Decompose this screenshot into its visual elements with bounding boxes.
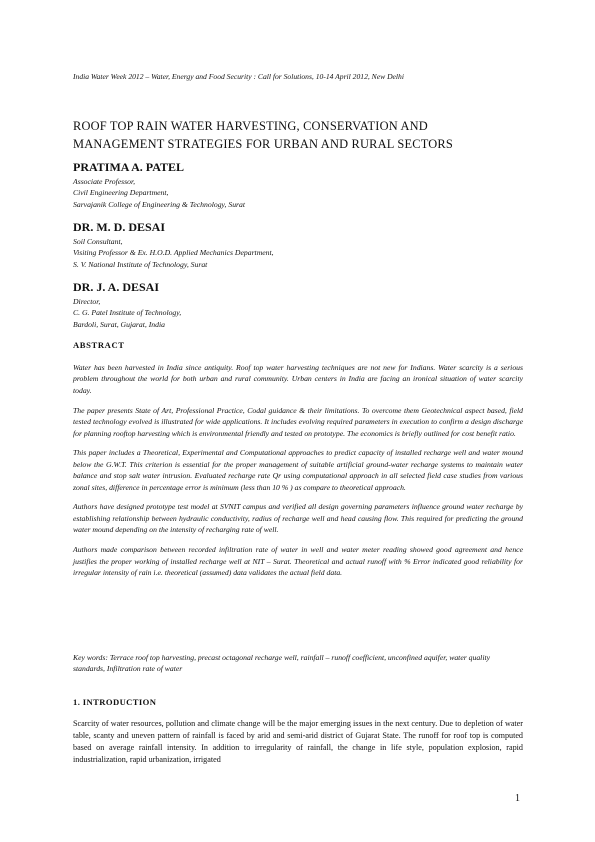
affiliation-line: C. G. Patel Institute of Technology, (73, 308, 182, 318)
title-line-1: ROOF TOP RAIN WATER HARVESTING, CONSERVATION AND (73, 119, 428, 133)
affiliation-line: Bardoli, Surat, Gujarat, India (73, 319, 165, 329)
title-line-2: MANAGEMENT STRATEGIES FOR URBAN AND RURAL SECTORS (73, 137, 453, 151)
author-name: PRATIMA A. PATEL (73, 160, 185, 174)
affiliation-line: Soil Consultant, (73, 237, 123, 246)
abstract-paragraph: The paper presents State of Art, Professional Practice, Codal guidance & their limitations. To overcome them Geotechnical aspect based, field tested technology evolved is illustrated for wide applications. It includes evolving required parameters in execution to confirm a design discharge for planning rooftop harvesting which is environmental friendly and tested on prototype. The economics is briefly outlined for cost benefit ratio. (73, 405, 523, 438)
affiliation-line: Associate Professor, (73, 177, 136, 186)
author-block-2 (73, 220, 523, 270)
introduction-text: Scarcity of water resources, pollution and climate change will be the major emerging issues in the next century. Due to depletion of water table, scanty and uneven pattern of rainfall is faced by arid and semi-arid district of Gujarat State. The runoff for roof top is computed based on average rainfall intensity. In addition to irregularity of rainfall, the change in life style, population explosion, rapid industrialization, rapid urbanization, irrigated (73, 719, 523, 764)
abstract-paragraph: Water has been harvested in India since antiquity. Roof top water harvesting techniques are not new for Indians. Water scarcity is a serious problem throughout the world for both urban and rural community. Urban centers in India are facing an ironical situation of water scarcity today. (73, 363, 523, 395)
author-affiliation (73, 176, 523, 210)
author-name: DR. J. A. DESAI (73, 280, 160, 294)
author-affiliation (73, 236, 523, 270)
author-block-3 (73, 280, 523, 330)
author-name: DR. M. D. DESAI (73, 220, 166, 234)
conference-header: India Water Week 2012 – Water, Energy and Food Security : Call for Solutions, 10-14 April 2012, New Delhi (73, 72, 404, 81)
abstract-paragraph: This paper includes a Theoretical, Experimental and Computational approaches to predict capacity of installed recharge well and water mound below the G.W.T. This criterion is essential for the proper management of suitable artificial ground-water recharge systems to maintain water balance and stop salt water intrusion. Evaluated recharge rate Qr using computational approach in all selected field case studies from various zonal sites, difference in percentage error is minimum (less than 10 % ) as compare to theoretical approach. (73, 448, 523, 492)
page-number: 1 (515, 793, 520, 804)
abstract-body (73, 362, 523, 587)
affiliation-line: S. V. National Institute of Technology, Surat (73, 259, 208, 269)
author-block-1 (73, 160, 523, 210)
affiliation-line: Director, (73, 297, 101, 306)
keywords: Key words: Terrace roof top harvesting, precast octagonal recharge well, rainfall – runoff coefficient, unconfined aquifer, water quality standards, Infiltration rate of water (73, 653, 490, 674)
abstract-paragraph: Authors have designed prototype test model at SVNIT campus and verified all design governing parameters influence ground water recharge by establishing relationship between hydraulic conductivity, radius of recharge well and head causing flow. This required for predicting the ground water mound depending on the intensity of recharging rate of well. (73, 502, 523, 535)
abstract-heading: ABSTRACT (73, 340, 125, 350)
affiliation-line: Civil Engineering Department, (73, 188, 169, 198)
author-affiliation (73, 296, 523, 330)
affiliation-line: Visiting Professor & Ex. H.O.D. Applied Mechanics Department, (73, 248, 274, 258)
affiliation-line: Sarvajanik College of Engineering & Technology, Surat (73, 199, 246, 209)
abstract-paragraph: Authors made comparison between recorded infiltration rate of water in well and water meter reading showed good agreement and hence justifies the proper working of installed recharge well at NIT – Surat. Theoretical and actual runoff with % Error indicated good reliability for irregular intensity of rain i.e. theoretical (assumed) data validates the actual field data. (73, 545, 523, 577)
section-heading-introduction: 1. INTRODUCTION (73, 697, 157, 707)
paper-title (73, 117, 533, 153)
